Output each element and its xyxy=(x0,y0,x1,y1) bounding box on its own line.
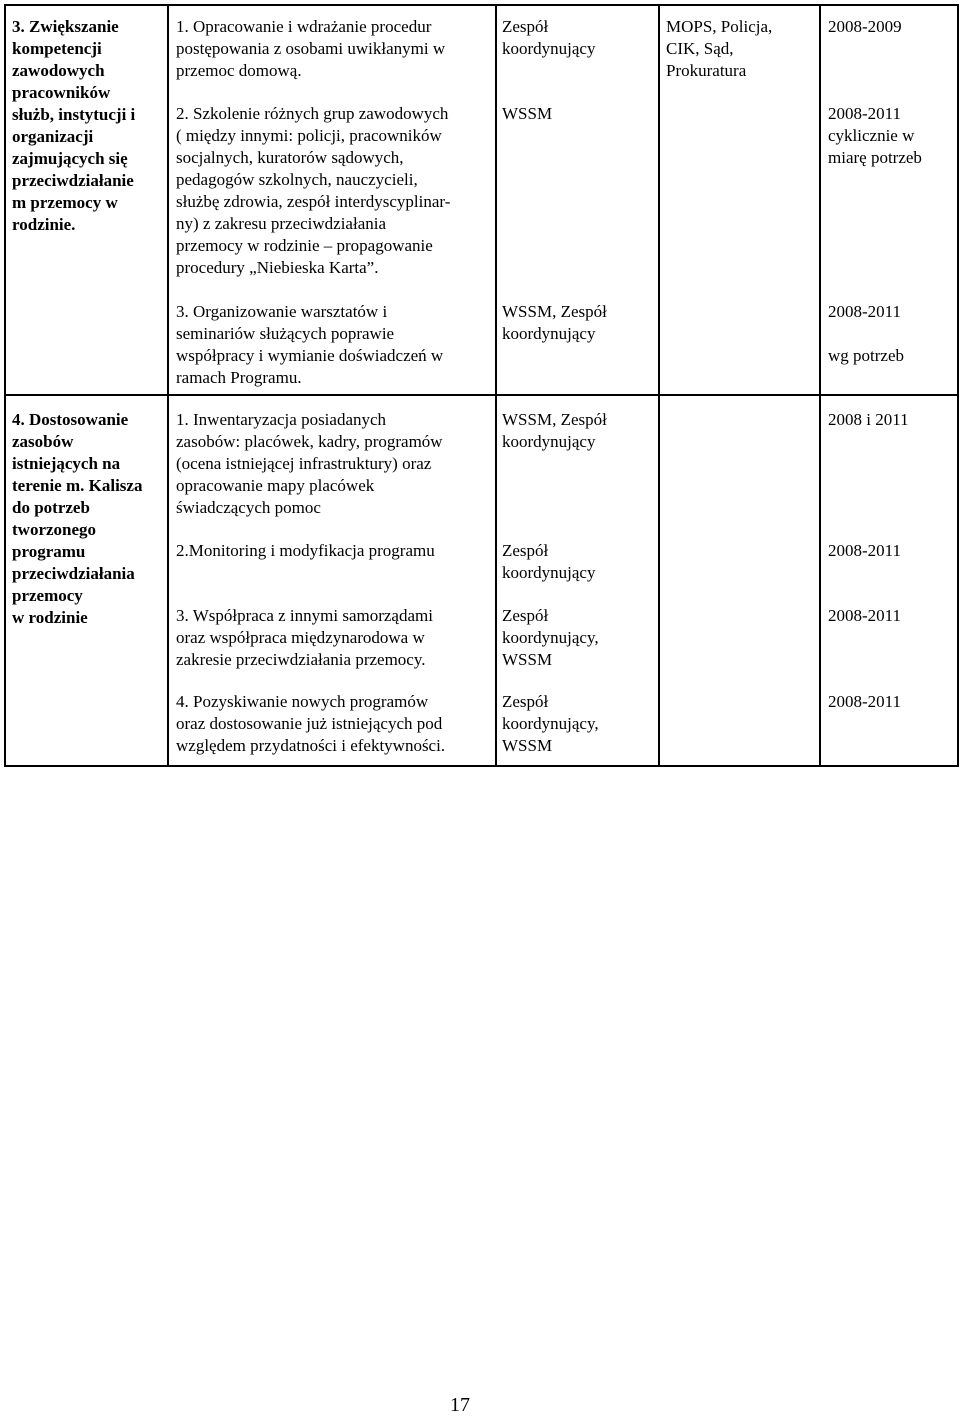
responsible-cell: WSSM xyxy=(502,104,553,123)
term-cell: 2008-2011 xyxy=(828,692,902,711)
term-cell: 2008-2011 wg potrzeb xyxy=(828,302,905,365)
term-cell: 2008-2011 xyxy=(828,606,902,625)
area-cell: 3. Zwiększanie kompetencji zawodowych pracowników służb, instytucji i organizacji zajmujących się przeciwdziałanie m przemocy w rodzinie. xyxy=(12,17,136,234)
task-cell: 2. Szkolenie różnych grup zawodowych ( między innymi: policji, pracowników socjalnych, kuratorów sądowych, pedagogów szkolnych, nauczycieli, służbę zdrowia, zespół interdyscyplinar- ny) z zakresu przeciwdziałania przemocy w rodzinie – propagowanie procedury „Niebieska Karta”. xyxy=(176,104,451,277)
column-divider xyxy=(658,6,660,765)
column-divider xyxy=(495,6,497,765)
row-divider xyxy=(6,394,957,396)
column-divider xyxy=(167,6,169,765)
responsible-cell: Zespół koordynujący, WSSM xyxy=(502,606,599,669)
partners-cell: MOPS, Policja, CIK, Sąd, Prokuratura xyxy=(666,17,773,80)
term-cell: 2008-2011 cyklicznie w miarę potrzeb xyxy=(828,104,922,167)
term-cell: 2008 i 2011 xyxy=(828,410,909,429)
column-divider xyxy=(819,6,821,765)
task-cell: 2.Monitoring i modyfikacja programu xyxy=(176,541,435,560)
responsible-cell: Zespół koordynujący xyxy=(502,17,596,58)
responsible-cell: Zespół koordynujący, WSSM xyxy=(502,692,599,755)
term-cell: 2008-2011 xyxy=(828,541,902,560)
task-cell: 3. Organizowanie warsztatów i seminariów służących poprawie współpracy i wymianie doświadczeń w ramach Programu. xyxy=(176,302,444,387)
area-cell: 4. Dostosowanie zasobów istniejących na terenie m. Kalisza do potrzeb tworzonego programu przeciwdziałania przemocy w rodzinie xyxy=(12,410,143,627)
page-number: 17 xyxy=(450,1394,470,1416)
term-cell: 2008-2009 xyxy=(828,17,902,36)
task-cell: 1. Opracowanie i wdrażanie procedur postępowania z osobami uwikłanymi w przemoc domową. xyxy=(176,17,446,80)
responsible-cell: WSSM, Zespół koordynujący xyxy=(502,302,607,343)
plan-table xyxy=(4,4,959,767)
task-cell: 3. Współpraca z innymi samorządami oraz współpraca międzynarodowa w zakresie przeciwdziałania przemocy. xyxy=(176,606,433,669)
task-cell: 1. Inwentaryzacja posiadanych zasobów: placówek, kadry, programów (ocena istniejącej infrastruktury) oraz opracowanie mapy placówek świadczących pomoc xyxy=(176,410,443,517)
responsible-cell: WSSM, Zespół koordynujący xyxy=(502,410,607,451)
task-cell: 4. Pozyskiwanie nowych programów oraz dostosowanie już istniejących pod względem przydatności i efektywności. xyxy=(176,692,446,755)
responsible-cell: Zespół koordynujący xyxy=(502,541,596,582)
